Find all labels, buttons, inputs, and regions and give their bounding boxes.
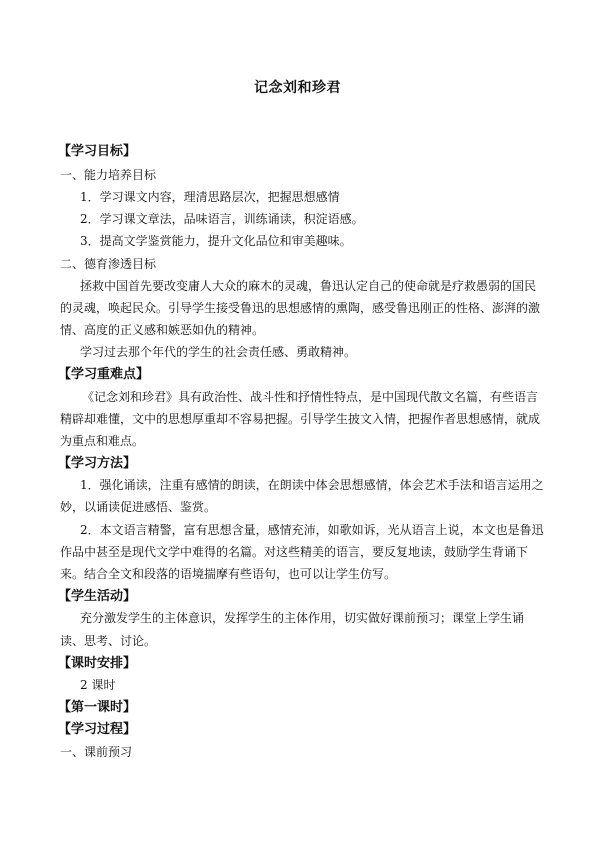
activity-line-2: 读、思考、讨论。 — [60, 634, 157, 648]
schedule-value: 2 课时 — [80, 678, 116, 692]
method-heading: 【学习方法】 — [58, 456, 137, 471]
method-line-5: 来。结合全文和段落的语境揣摩有些语句，也可以让学生仿写。 — [60, 567, 397, 581]
method-line-1: 1．强化诵读，注重有感情的朗读，在朗读中体会思想感情，体会艺术手法和语言运用之 — [80, 478, 544, 492]
moral-line-3: 情、高度的正义感和嫉恶如仇的精神。 — [60, 323, 265, 337]
method-line-3: 2．本文语言精警，富有思想含量，感情充沛，如歌如诉，光从语言上说，本文也是鲁迅 — [80, 523, 544, 537]
activity-heading: 【学生活动】 — [58, 589, 137, 604]
key-line-1: 《记念刘和珍君》具有政治性、战斗性和抒情性特点，是中国现代散文名篇，有些语言 — [82, 390, 539, 404]
document-title: 记念刘和珍君 — [254, 80, 341, 96]
moral-line-4: 学习过去那个年代的学生的社会责任感、勇敢精神。 — [80, 345, 357, 359]
ability-heading: 一、能力培养目标 — [60, 168, 157, 182]
method-line-2: 妙，以诵读促进感悟、鉴赏。 — [60, 500, 217, 514]
moral-line-2: 的灵魂，唤起民众。引导学生接受鲁迅的思想感情的熏陶，感受鲁迅刚正的性格、澎湃的激 — [60, 301, 541, 315]
moral-line-1: 拯救中国首先要改变庸人大众的麻木的灵魂，鲁迅认定自己的使命就是疗救愚弱的国民 — [80, 279, 537, 293]
key-heading: 【学习重难点】 — [58, 367, 150, 382]
key-line-3: 为重点和难点。 — [60, 434, 145, 448]
ability-item-3: 3．提高文学鉴赏能力，提升文化品位和审美趣味。 — [80, 234, 352, 248]
key-line-2: 精辟却难懂，文中的思想厚重却不容易把握。引导学生披文入情，把握作者思想感情，就成 — [60, 412, 541, 426]
process-heading: 【学习过程】 — [58, 722, 137, 737]
first-lesson-heading: 【第一课时】 — [58, 700, 137, 715]
preview-heading: 一、课前预习 — [60, 745, 133, 759]
goals-heading: 【学习目标】 — [58, 144, 137, 159]
ability-item-1: 1．学习课文内容，理清思路层次，把握思想感情 — [80, 190, 340, 204]
method-line-4: 作品中甚至是现代文学中难得的名篇。对这些精美的语言，要反复地读，鼓励学生背诵下 — [60, 545, 529, 559]
ability-item-2: 2．学习课文章法，品味语言，训练诵读，积淀语感。 — [80, 212, 364, 226]
activity-line-1: 充分激发学生的主体意识，发挥学生的主体作用，切实做好课前预习；课堂上学生诵 — [80, 611, 525, 625]
moral-heading: 二、德育渗透目标 — [60, 257, 157, 271]
schedule-heading: 【课时安排】 — [58, 656, 137, 671]
